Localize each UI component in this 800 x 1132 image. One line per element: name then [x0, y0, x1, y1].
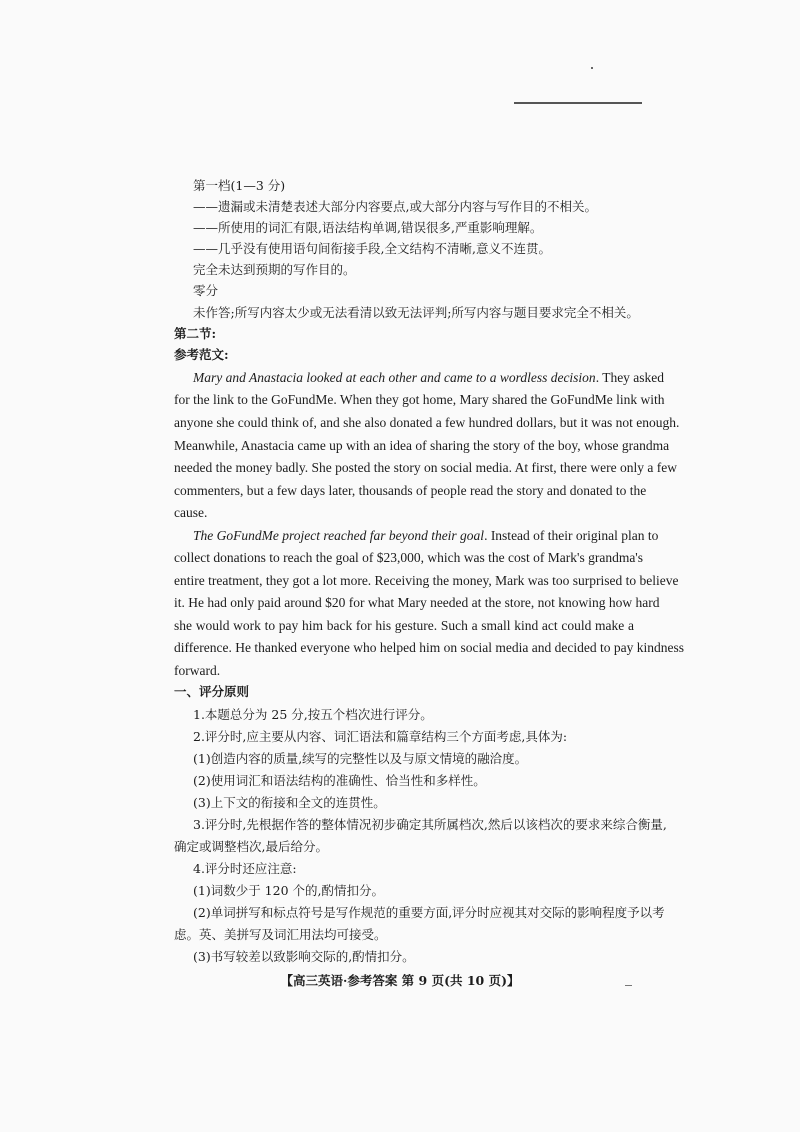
- para1-line: cause.: [174, 505, 208, 520]
- level1-summary: 完全未达到预期的写作目的。: [193, 262, 356, 277]
- scan-speck: [591, 67, 593, 69]
- principle-3-line2: 确定或调整档次,最后给分。: [174, 839, 328, 854]
- level1-item: ——所使用的词汇有限,语法结构单调,错误很多,严重影响理解。: [193, 220, 543, 235]
- principle-2: 2.评分时,应主要从内容、词汇语法和篇章结构三个方面考虑,具体为:: [193, 729, 568, 744]
- principle-2-item: (1)创造内容的质量,续写的完整性以及与原文情境的融洽度。: [193, 751, 528, 766]
- zero-desc: 未作答;所写内容太少或无法看清以致无法评判;所写内容与题目要求完全不相关。: [193, 305, 639, 320]
- para1-line: needed the money badly. She posted the story on social media. At first, there were only a few: [174, 460, 677, 475]
- level1-item: ——遗漏或未清楚表述大部分内容要点,或大部分内容与写作目的不相关。: [193, 199, 597, 214]
- level1-title: 第一档(1—3 分): [193, 178, 286, 193]
- principle-3-line1: 3.评分时,先根据作答的整体情况初步确定其所属档次,然后以该档次的要求来综合衡量,: [193, 817, 667, 832]
- principles-heading: 一、评分原则: [174, 684, 250, 699]
- principle-4-item: (1)词数少于 120 个的,酌情扣分。: [193, 883, 384, 898]
- scan-mark: [625, 985, 632, 986]
- principle-4-item: (2)单词拼写和标点符号是写作规范的重要方面,评分时应视其对交际的影响程度予以考: [193, 905, 665, 920]
- section2-heading: 第二节:: [174, 326, 217, 341]
- level1-item: ——几乎没有使用语句间衔接手段,全文结构不清晰,意义不连贯。: [193, 241, 551, 256]
- para2-lead-rest: . Instead of their original plan to: [484, 528, 659, 543]
- para2-line: it. He had only paid around $20 for what Mary needed at the store, not knowing how hard: [174, 595, 660, 610]
- para1-line: Meanwhile, Anastacia came up with an idea of sharing the story of the boy, whose grandma: [174, 438, 670, 453]
- zero-title: 零分: [193, 283, 219, 298]
- para2-line: collect donations to reach the goal of $23,000, which was the cost of Mark's grandma's: [174, 550, 643, 565]
- para2-line: forward.: [174, 663, 221, 678]
- para1-lead: Mary and Anastacia looked at each other and came to a wordless decision: [193, 370, 596, 385]
- principle-2-item: (3)上下文的衔接和全文的连贯性。: [193, 795, 386, 810]
- principle-2-item: (2)使用词汇和语法结构的准确性、恰当性和多样性。: [193, 773, 486, 788]
- para2-line: entire treatment, they got a lot more. Receiving the money, Mark was too surprised to believe: [174, 573, 679, 588]
- para2-first-line: [193, 528, 659, 544]
- para1-line: anyone she could think of, and she also donated a few hundred dollars, but it was not enough.: [174, 415, 680, 430]
- principle-4-item: (3)书写较差以致影响交际的,酌情扣分。: [193, 949, 415, 964]
- para1-lead-rest: . They asked: [595, 370, 665, 385]
- para1-line: commenters, but a few days later, thousands of people read the story and donated to the: [174, 483, 647, 498]
- page-footer: 【高三英语·参考答案 第 9 页(共 10 页)】: [280, 973, 520, 988]
- sample-heading: 参考范文:: [174, 347, 229, 362]
- principle-1: 1.本题总分为 25 分,按五个档次进行评分。: [193, 707, 433, 722]
- para1-first-line: [193, 370, 665, 386]
- header-rule: [514, 102, 642, 104]
- principle-4-item: 虑。英、美拼写及词汇用法均可接受。: [174, 927, 387, 942]
- para2-line: she would work to pay him back for his gesture. Such a small kind act could make a: [174, 618, 634, 633]
- para2-line: difference. He thanked everyone who helped him on social media and decided to pay kindness: [174, 640, 684, 655]
- principle-4: 4.评分时还应注意:: [193, 861, 297, 876]
- para1-line: for the link to the GoFundMe. When they got home, Mary shared the GoFundMe link with: [174, 392, 665, 407]
- para2-lead: The GoFundMe project reached far beyond their goal: [193, 528, 485, 543]
